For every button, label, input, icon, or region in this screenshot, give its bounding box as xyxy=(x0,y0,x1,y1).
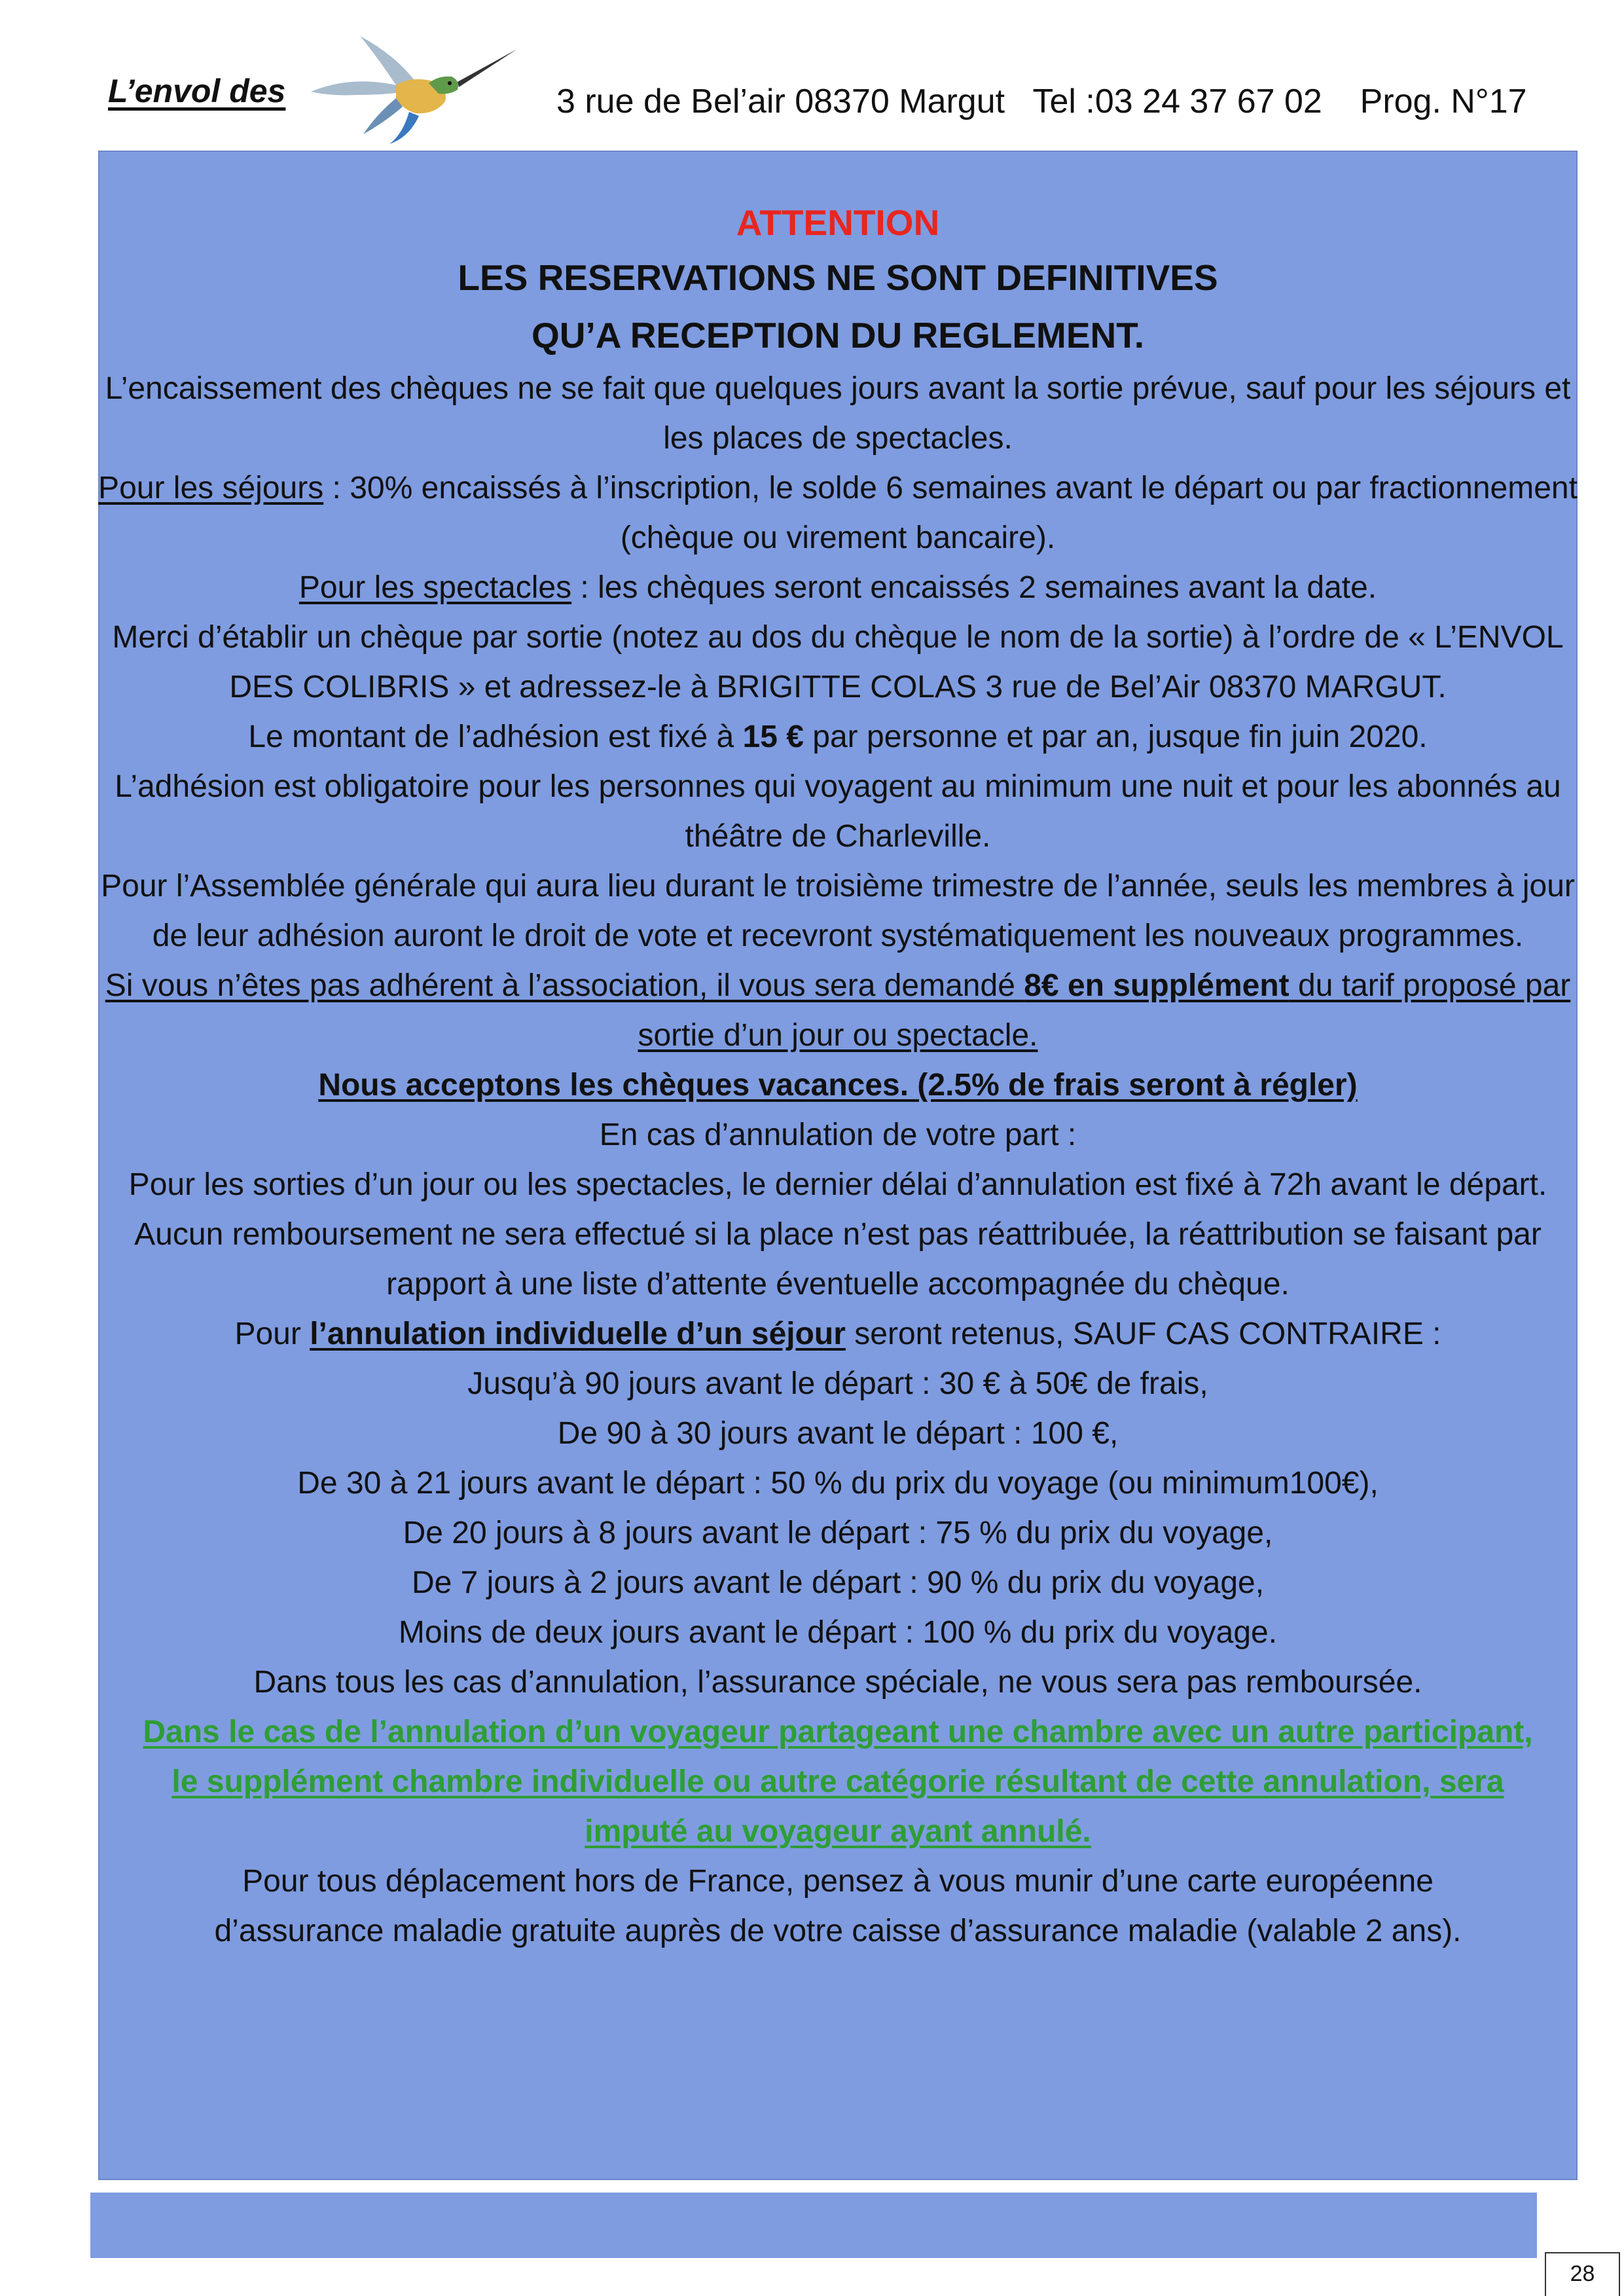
contact-info: 3 rue de Bel’air 08370 Margut Tel :03 24 37 67 02 Prog. N°17 xyxy=(556,82,1527,120)
cheque-encashment-text: L’encaissement des chèques ne se fait que quelques jours avant la sortie prévue, sauf pour les séjours et les places de spectacles. xyxy=(105,371,1571,456)
cancellation-intro: En cas d’annulation de votre part : xyxy=(599,1118,1077,1152)
brand-name: L’envol des xyxy=(108,73,286,109)
fee-line: Moins de deux jours avant le départ : 100 % du prix du voyage. xyxy=(398,1615,1278,1650)
membership-required-text: L’adhésion est obligatoire pour les personnes qui voyagent au minimum une nuit et pour les abonnés au théâtre de Charleville. xyxy=(115,769,1561,854)
page-header xyxy=(0,0,1624,151)
spectacles-text: : les chèques seront encaissés 2 semaines avant la date. xyxy=(571,570,1377,605)
supplement-amount: 8€ en supplément xyxy=(1024,968,1290,1003)
page-number: 28 xyxy=(1545,2252,1620,2296)
fee-line: Jusqu’à 90 jours avant le départ : 30 € à 50€ de frais, xyxy=(467,1366,1208,1401)
individual-cancellation-paragraph xyxy=(98,1309,1578,1359)
shared-room-cancellation-text: Dans le cas de l’annulation d’un voyageur partageant une chambre avec un autre participant, le supplément chambre individuelle ou autre catégorie résultant de cette annulation, sera imputé au voyageur ayant annulé. xyxy=(143,1715,1533,1849)
fee-line: De 20 jours à 8 jours avant le départ : 75 % du prix du voyage, xyxy=(403,1516,1273,1550)
cheques-vacances-text: Nous acceptons les chèques vacances. (2.5% de frais seront à régler) xyxy=(318,1068,1358,1102)
hummingbird-icon xyxy=(298,29,520,147)
sejours-paragraph xyxy=(98,464,1578,563)
general-assembly-text: Pour l’Assemblée générale qui aura lieu durant le troisième trimestre de l’année, seuls les membres à jour de leur adhésion auront le droit de vote et recevront systématiquement les nouveaux programmes. xyxy=(101,869,1575,953)
membership-fee-amount: 15 € xyxy=(742,720,804,754)
membership-fee-text-c: par personne et par an, jusque fin juin 2020. xyxy=(803,720,1428,754)
heading-line-2: QU’A RECEPTION DU REGLEMENT. xyxy=(531,315,1145,355)
fee-line: De 7 jours à 2 jours avant le départ : 90 % du prix du voyage, xyxy=(411,1565,1265,1600)
attention-title: ATTENTION xyxy=(736,202,940,243)
info-panel-footer xyxy=(90,2190,1537,2258)
european-health-card-text: Pour tous déplacement hors de France, pensez à vous munir d’une carte européenne d’assurance maladie gratuite auprès de votre caisse d’assurance maladie (valable 2 ans). xyxy=(214,1864,1462,1948)
supplement-text-a: Si vous n’êtes pas adhérent à l’association, il vous sera demandé xyxy=(105,968,1024,1003)
membership-fee-text-a: Le montant de l’adhésion est fixé à xyxy=(248,720,743,754)
spectacles-paragraph xyxy=(98,563,1578,613)
non-member-supplement xyxy=(98,961,1578,1061)
fee-line: De 90 à 30 jours avant le départ : 100 €, xyxy=(557,1416,1119,1451)
cheque-instructions: Merci d’établir un chèque par sortie (notez au dos du chèque le nom de la sortie) à l’ordre de « L’ENVOL DES COLIBRIS » et adressez-le à BRIGITTE COLAS 3 rue de Bel’Air 08370 MARGUT. xyxy=(112,620,1564,704)
membership-fee-paragraph xyxy=(98,712,1578,762)
individual-cancellation-text-c: seront retenus, SAUF CAS CONTRAIRE : xyxy=(845,1317,1441,1351)
spectacles-label: Pour les spectacles xyxy=(298,570,572,605)
sejours-label: Pour les séjours xyxy=(98,471,324,505)
individual-cancellation-text-a: Pour xyxy=(234,1317,310,1351)
fee-line: De 30 à 21 jours avant le départ : 50 % du prix du voyage (ou minimum100€), xyxy=(297,1466,1379,1501)
insurance-not-refunded-text: Dans tous les cas d’annulation, l’assurance spéciale, ne vous sera pas remboursée. xyxy=(253,1665,1422,1700)
supplement-text-c: du tarif proposé par sortie d’un jour ou spectacle. xyxy=(638,968,1571,1053)
notice-content xyxy=(98,196,1578,1956)
sejours-text: : 30% encaissés à l’inscription, le solde 6 semaines avant le départ ou par fractionnement (chèque ou virement bancaire). xyxy=(323,471,1578,555)
day-trip-cancellation-text: Pour les sorties d’un jour ou les spectacles, le dernier délai d’annulation est fixé à 72h avant le départ. Aucun remboursement ne sera effectué si la place n’est pas réattribuée, la réattribution se faisant par rapport à une liste d’attente éventuelle accompagnée du chèque. xyxy=(128,1167,1547,1302)
individual-cancellation-label: l’annulation individuelle d’un séjour xyxy=(310,1317,846,1351)
heading-line-1: LES RESERVATIONS NE SONT DEFINITIVES xyxy=(458,257,1218,298)
